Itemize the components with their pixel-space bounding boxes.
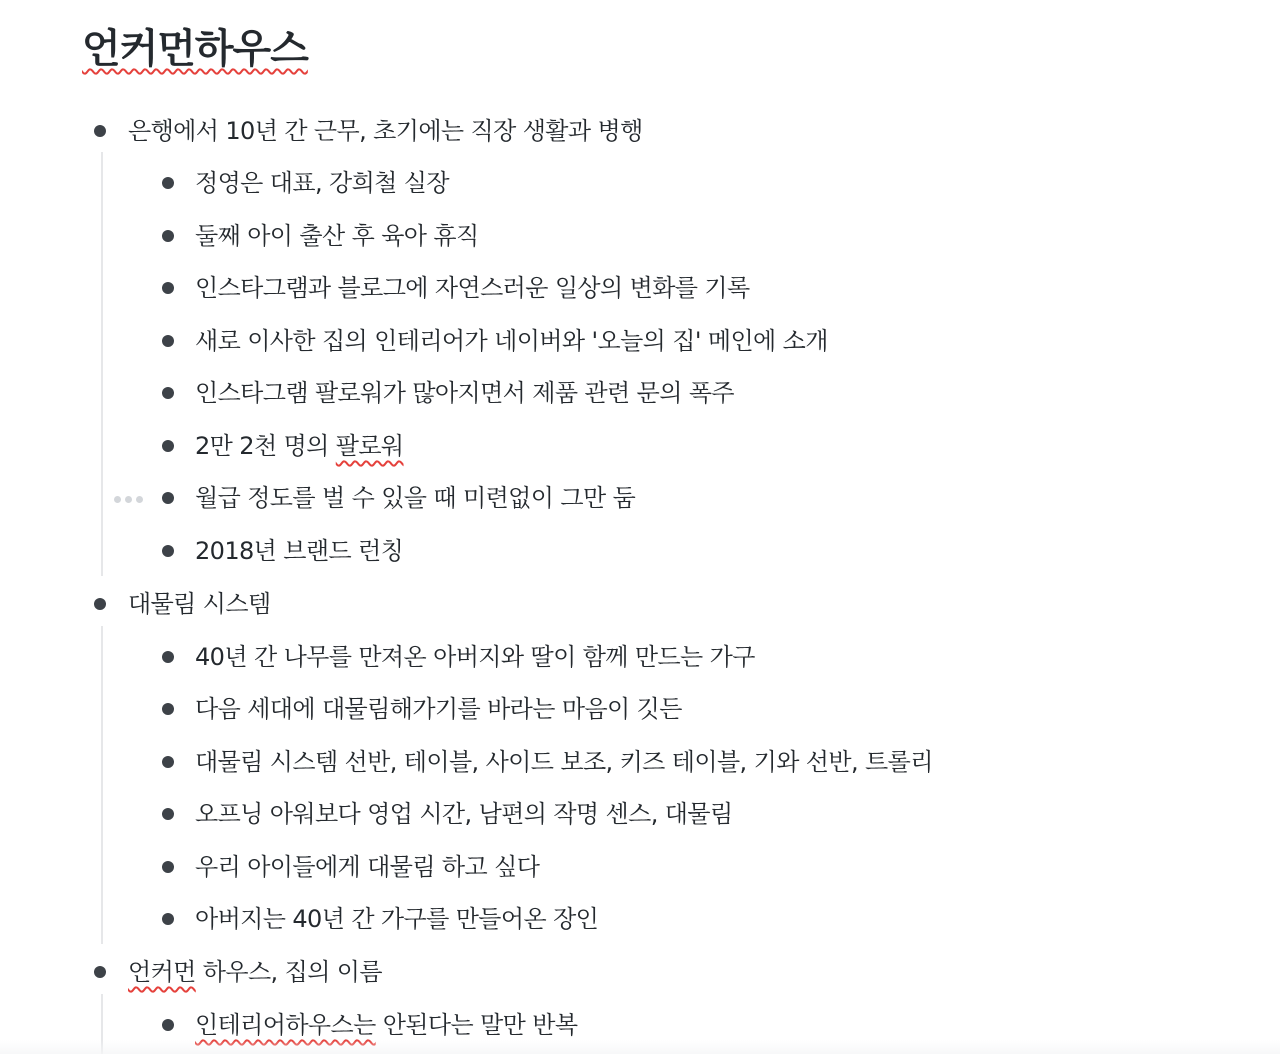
outline-item-text[interactable]: 둘째 아이 출산 후 육아 휴직	[195, 222, 479, 250]
bullet-icon[interactable]	[162, 651, 174, 663]
outline-item-text[interactable]: 은행에서 10년 간 근무, 초기에는 직장 생활과 병행	[128, 117, 643, 145]
page-title[interactable]	[82, 20, 308, 78]
outline-item-level1[interactable]	[88, 946, 382, 998]
outline-item-level2[interactable]	[156, 525, 403, 577]
bullet-icon[interactable]	[162, 335, 174, 347]
bullet-icon[interactable]	[162, 913, 174, 925]
bullet-icon[interactable]	[162, 282, 174, 294]
misspelled-word: 인테리어하우스는	[195, 1011, 376, 1039]
outline-item-text[interactable]: 40년 간 나무를 만져온 아버지와 딸이 함께 만드는 가구	[195, 643, 755, 671]
bullet-icon[interactable]	[162, 703, 174, 715]
outline-item-text[interactable]: 대물림 시스템 선반, 테이블, 사이드 보조, 키즈 테이블, 기와 선반, 트롤리	[195, 748, 933, 776]
bullet-icon[interactable]	[162, 177, 174, 189]
outline-item-text[interactable]: 정영은 대표, 강희철 실장	[195, 169, 449, 197]
outline-item-text[interactable]: 오프닝 아워보다 영업 시간, 남편의 작명 센스, 대물림	[195, 800, 733, 828]
outline-item-level2[interactable]	[156, 736, 933, 788]
outline-item-text[interactable]: 우리 아이들에게 대물림 하고 싶다	[195, 853, 540, 881]
outline-item-level2[interactable]	[156, 157, 449, 209]
outline-item-level2[interactable]	[156, 683, 682, 735]
outline-item-text[interactable]: 2만 2천 명의 팔로워	[195, 432, 404, 460]
bullet-icon[interactable]	[94, 966, 106, 978]
outline-item-text[interactable]: 인테리어하우스는 안된다는 말만 반복	[195, 1011, 578, 1039]
outline-item-level2[interactable]	[156, 472, 635, 524]
bullet-icon[interactable]	[162, 387, 174, 399]
outline-item-level2[interactable]	[156, 367, 734, 419]
bullet-icon[interactable]	[162, 492, 174, 504]
bullet-icon[interactable]	[162, 808, 174, 820]
outline-item-text[interactable]: 다음 세대에 대물림해가기를 바라는 마음이 깃든	[195, 695, 682, 723]
outline-item-level2[interactable]	[156, 631, 755, 683]
bullet-icon[interactable]	[162, 861, 174, 873]
misspelled-word: 팔로워	[335, 432, 404, 460]
indent-guide	[101, 152, 103, 576]
outline-item-text[interactable]: 언커먼 하우스, 집의 이름	[128, 958, 382, 986]
bullet-icon[interactable]	[162, 230, 174, 242]
outline-item-level2[interactable]	[156, 788, 733, 840]
handle-dot	[114, 496, 121, 503]
bullet-icon[interactable]	[162, 1019, 174, 1031]
bullet-icon[interactable]	[162, 545, 174, 557]
outline-item-text[interactable]: 월급 정도를 벌 수 있을 때 미련없이 그만 둠	[195, 484, 636, 512]
bullet-icon[interactable]	[94, 598, 106, 610]
misspelled-word: 언커먼	[128, 958, 196, 986]
outline-item-text[interactable]: 인스타그램과 블로그에 자연스러운 일상의 변화를 기록	[195, 274, 750, 302]
handle-dot	[136, 496, 143, 503]
indent-guide	[101, 626, 103, 944]
outline-item-text[interactable]: 인스타그램 팔로워가 많아지면서 제품 관련 문의 폭주	[195, 379, 735, 407]
outline-item-level2[interactable]	[156, 841, 539, 893]
outline-item-text[interactable]: 2018년 브랜드 런칭	[195, 537, 404, 565]
outline-item-level2[interactable]	[156, 893, 598, 945]
outline-item-level1[interactable]	[88, 105, 643, 157]
outline-item-level2[interactable]	[156, 315, 828, 367]
outline-item-text[interactable]: 새로 이사한 집의 인테리어가 네이버와 '오늘의 집' 메인에 소개	[195, 327, 828, 355]
scroll-fade	[0, 1040, 1280, 1054]
drag-handle-icon[interactable]	[114, 495, 143, 503]
outline-item-level2[interactable]	[156, 210, 479, 262]
outline-item-level2[interactable]	[156, 262, 750, 314]
outline-item-level1[interactable]	[88, 578, 271, 630]
page-title-text: 언커먼하우스	[82, 26, 308, 72]
bullet-icon[interactable]	[162, 440, 174, 452]
bullet-icon[interactable]	[94, 125, 106, 137]
handle-dot	[125, 496, 132, 503]
outline-item-text[interactable]: 대물림 시스템	[128, 590, 271, 618]
bullet-icon[interactable]	[162, 756, 174, 768]
outline-item-text[interactable]: 아버지는 40년 간 가구를 만들어온 장인	[195, 905, 599, 933]
outline-item-level2[interactable]	[156, 420, 404, 472]
